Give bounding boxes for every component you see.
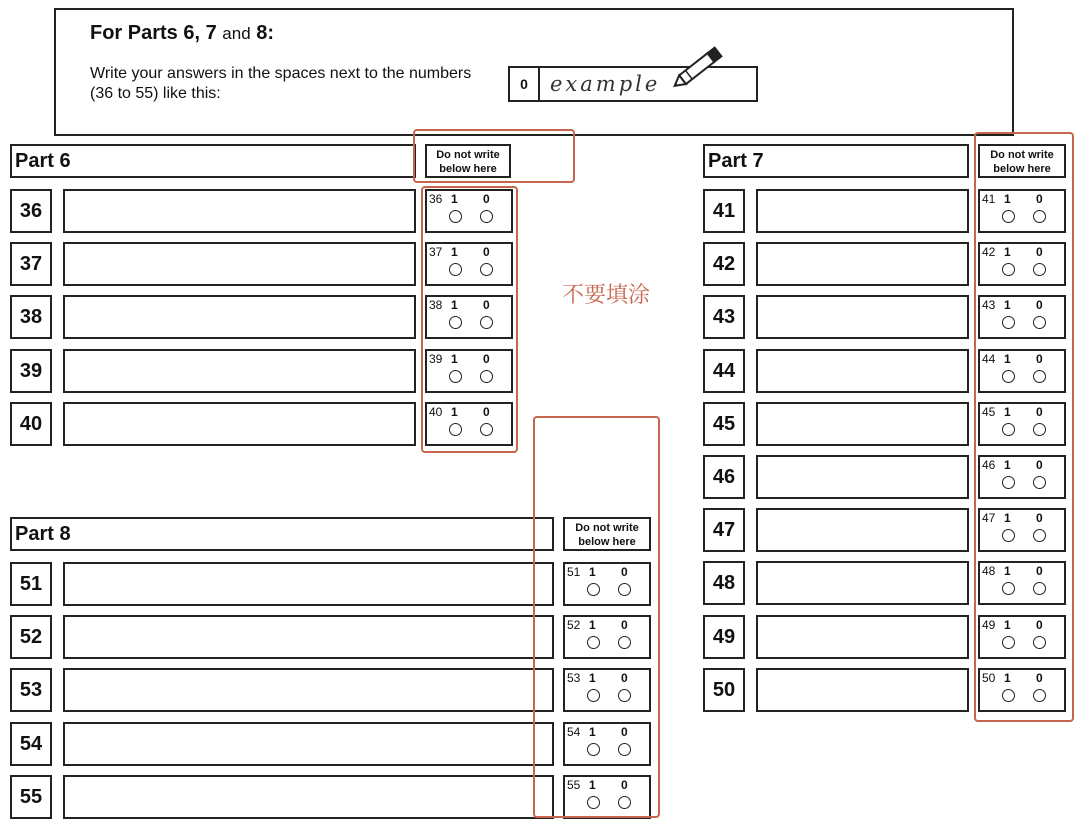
- mark-label-zero: 0: [483, 405, 490, 419]
- mark-label-one: 1: [1004, 192, 1011, 206]
- title-and: and: [222, 24, 251, 43]
- question-number: 53: [10, 668, 52, 712]
- mark-label-zero: 0: [1036, 192, 1043, 206]
- mark-label-zero: 0: [1036, 245, 1043, 259]
- title-end: 8:: [256, 22, 275, 44]
- marking-question-number: 48: [982, 564, 996, 578]
- mark-label-one: 1: [1004, 511, 1011, 525]
- answer-field[interactable]: [756, 615, 969, 659]
- marking-question-number: 38: [429, 298, 443, 312]
- pencil-icon: [668, 42, 728, 92]
- mark-label-one: 1: [451, 245, 458, 259]
- marking-question-number: 43: [982, 298, 996, 312]
- mark-label-zero: 0: [1036, 352, 1043, 366]
- do-not-write-line1: Do not write: [990, 149, 1054, 161]
- mark-label-one: 1: [589, 671, 596, 685]
- answer-field[interactable]: [756, 508, 969, 552]
- question-number: 41: [703, 189, 745, 233]
- marking-question-number: 50: [982, 671, 996, 685]
- instructions-title: [90, 22, 274, 45]
- answer-field[interactable]: [63, 402, 416, 446]
- marking-question-number: 51: [567, 565, 581, 579]
- mark-label-one: 1: [589, 778, 596, 792]
- mark-label-one: 1: [589, 725, 596, 739]
- question-number: 38: [10, 295, 52, 339]
- mark-label-one: 1: [1004, 671, 1011, 685]
- mark-label-zero: 0: [483, 298, 490, 312]
- mark-label-one: 1: [451, 298, 458, 312]
- question-number: 52: [10, 615, 52, 659]
- marking-question-number: 47: [982, 511, 996, 525]
- question-number: 47: [703, 508, 745, 552]
- mark-label-zero: 0: [621, 725, 628, 739]
- mark-label-zero: 0: [621, 565, 628, 579]
- marking-question-number: 42: [982, 245, 996, 259]
- mark-label-zero: 0: [1036, 618, 1043, 632]
- annotation-highlight-part7-marks: [974, 132, 1074, 722]
- answer-field[interactable]: [756, 561, 969, 605]
- annotation-do-not-fill: 不要填涂: [562, 283, 651, 308]
- mark-label-zero: 0: [621, 618, 628, 632]
- mark-label-zero: 0: [621, 778, 628, 792]
- answer-field[interactable]: [63, 562, 554, 606]
- annotation-highlight-part6-marks: [421, 186, 518, 453]
- answer-field[interactable]: [756, 402, 969, 446]
- mark-label-one: 1: [451, 192, 458, 206]
- mark-label-one: 1: [451, 352, 458, 366]
- marking-question-number: 54: [567, 725, 581, 739]
- mark-label-one: 1: [1004, 298, 1011, 312]
- answer-field[interactable]: [756, 242, 969, 286]
- annotation-highlight-part6-header: [413, 129, 575, 183]
- instructions-text: Write your answers in the spaces next to the numbers (36 to 55) like this:: [90, 65, 472, 102]
- question-number: 48: [703, 561, 745, 605]
- marking-question-number: 37: [429, 245, 443, 259]
- mark-label-zero: 0: [483, 192, 490, 206]
- marking-question-number: 40: [429, 405, 443, 419]
- question-number: 50: [703, 668, 745, 712]
- marking-question-number: 45: [982, 405, 996, 419]
- annotation-highlight-part8-marks: [533, 416, 660, 818]
- do-not-write-line2: below here: [993, 163, 1051, 175]
- answer-field[interactable]: [756, 668, 969, 712]
- question-number: 40: [10, 402, 52, 446]
- mark-label-one: 1: [1004, 618, 1011, 632]
- question-number: 42: [703, 242, 745, 286]
- mark-label-one: 1: [1004, 245, 1011, 259]
- answer-field[interactable]: [63, 668, 554, 712]
- marking-question-number: 39: [429, 352, 443, 366]
- answer-field[interactable]: [63, 242, 416, 286]
- question-number: 55: [10, 775, 52, 819]
- instructions-box: [54, 8, 1014, 136]
- example-word: example: [550, 72, 661, 96]
- marking-question-number: 41: [982, 192, 996, 206]
- mark-label-zero: 0: [483, 245, 490, 259]
- marking-question-number: 49: [982, 618, 996, 632]
- example-number: 0: [510, 68, 540, 100]
- question-number: 44: [703, 349, 745, 393]
- mark-label-zero: 0: [1036, 671, 1043, 685]
- question-number: 39: [10, 349, 52, 393]
- answer-field[interactable]: [63, 295, 416, 339]
- do-not-write-line1: Do not write: [575, 522, 639, 534]
- answer-field[interactable]: [63, 615, 554, 659]
- mark-label-zero: 0: [483, 352, 490, 366]
- answer-field[interactable]: [63, 189, 416, 233]
- marking-question-number: 52: [567, 618, 581, 632]
- question-number: 54: [10, 722, 52, 766]
- question-number: 51: [10, 562, 52, 606]
- mark-label-one: 1: [1004, 352, 1011, 366]
- mark-label-zero: 0: [1036, 458, 1043, 472]
- answer-field[interactable]: [756, 349, 969, 393]
- mark-label-zero: 0: [1036, 298, 1043, 312]
- mark-label-one: 1: [1004, 458, 1011, 472]
- answer-field[interactable]: [756, 455, 969, 499]
- part6-header: Part 6: [10, 144, 416, 178]
- answer-field[interactable]: [63, 722, 554, 766]
- part8-header: Part 8: [10, 517, 554, 551]
- mark-label-one: 1: [1004, 405, 1011, 419]
- mark-label-zero: 0: [621, 671, 628, 685]
- marking-question-number: 53: [567, 671, 581, 685]
- question-number: 43: [703, 295, 745, 339]
- question-number: 46: [703, 455, 745, 499]
- title-parts: For Parts 6, 7: [90, 22, 217, 44]
- answer-field[interactable]: [756, 295, 969, 339]
- do-not-write-line1: Do not write: [436, 149, 500, 161]
- answer-field[interactable]: [63, 349, 416, 393]
- part7-header: Part 7: [703, 144, 969, 178]
- marking-question-number: 55: [567, 778, 581, 792]
- do-not-write-line2: below here: [439, 163, 497, 175]
- do-not-write-line2: below here: [578, 536, 636, 548]
- mark-label-one: 1: [589, 618, 596, 632]
- answer-field[interactable]: [756, 189, 969, 233]
- mark-label-zero: 0: [1036, 511, 1043, 525]
- question-number: 45: [703, 402, 745, 446]
- mark-label-one: 1: [451, 405, 458, 419]
- marking-question-number: 44: [982, 352, 996, 366]
- mark-label-zero: 0: [1036, 405, 1043, 419]
- question-number: 36: [10, 189, 52, 233]
- mark-label-one: 1: [1004, 564, 1011, 578]
- mark-label-zero: 0: [1036, 564, 1043, 578]
- question-number: 37: [10, 242, 52, 286]
- marking-question-number: 46: [982, 458, 996, 472]
- marking-question-number: 36: [429, 192, 443, 206]
- answer-field[interactable]: [63, 775, 554, 819]
- mark-label-one: 1: [589, 565, 596, 579]
- question-number: 49: [703, 615, 745, 659]
